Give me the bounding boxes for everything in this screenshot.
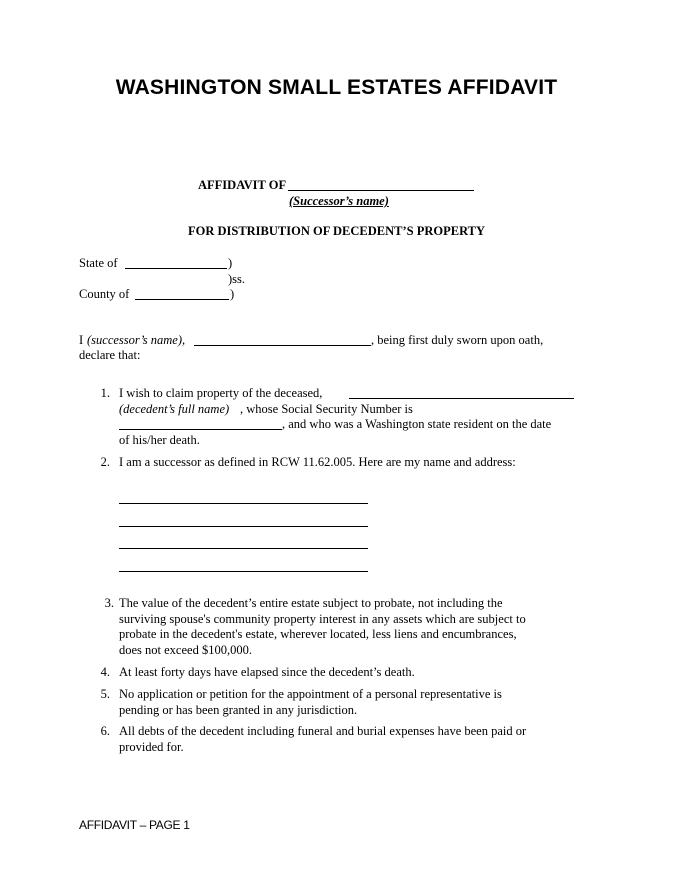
page-footer: AFFIDAVIT – PAGE 1 (79, 818, 190, 832)
address-blank-2[interactable] (119, 526, 368, 527)
state-close-paren: ) (228, 256, 233, 270)
item-6-line1: All debts of the decedent including funeral and burial expenses have been paid or (119, 724, 527, 738)
item-1-line3-rest: , and who was a Washington state resident on the date (282, 417, 552, 431)
item-3-line4: does not exceed $100,000. (119, 643, 252, 657)
item-3-line1: The value of the decedent’s entire estate subject to probate, not including the (119, 596, 503, 610)
county-of-label: County of (79, 287, 130, 301)
intro-line2: declare that: (79, 348, 141, 362)
intro-successor-blank[interactable] (194, 345, 371, 346)
document-subtitle: FOR DISTRIBUTION OF DECEDENT’S PROPERTY (187, 224, 486, 238)
item-3-number: 3. (104, 596, 114, 610)
state-blank[interactable] (125, 268, 227, 269)
item-5-line1: No application or petition for the appointment of a personal representative is (119, 687, 502, 701)
item-1-decedent-placeholder: (decedent’s full name) (119, 402, 230, 416)
intro-lead: I (79, 333, 84, 347)
item-4-number: 4. (100, 665, 110, 679)
item-2-number: 2. (100, 455, 110, 469)
item-2-text: I am a successor as defined in RCW 11.62.005. Here are my name and address: (119, 455, 516, 469)
item-1-line2-rest: , whose Social Security Number is (240, 402, 413, 416)
intro-successor-placeholder: (successor’s name), (87, 333, 186, 347)
item-4-line1: At least forty days have elapsed since the decedent’s death. (119, 665, 415, 679)
ssn-blank[interactable] (119, 429, 282, 430)
successor-name-caption: (Successor’s name) (289, 194, 389, 208)
item-3-line3: probate in the decedent's estate, wherever located, less liens and encumbrances, (119, 627, 517, 641)
item-6-number: 6. (100, 724, 110, 738)
affidavit-of-label: AFFIDAVIT OF (198, 178, 287, 192)
item-5-line2: pending or has been granted in any jurisdiction. (119, 703, 358, 717)
item-3-line2: surviving spouse's community property interest in any assets which are subject to (119, 612, 526, 626)
address-blank-3[interactable] (119, 548, 368, 549)
decedent-name-blank[interactable] (349, 398, 574, 399)
successor-name-blank[interactable] (288, 190, 474, 191)
address-blank-1[interactable] (119, 503, 368, 504)
item-1-line4: of his/her death. (119, 433, 200, 447)
item-1-number: 1. (100, 386, 110, 400)
item-6-line2: provided for. (119, 740, 184, 754)
item-1-line1: I wish to claim property of the deceased, (119, 386, 323, 400)
state-of-label: State of (79, 256, 118, 270)
intro-after-blank: , being first duly sworn upon oath, (371, 333, 544, 347)
county-close-paren: ) (230, 287, 235, 301)
county-blank[interactable] (135, 299, 229, 300)
address-blank-4[interactable] (119, 571, 368, 572)
document-title: WASHINGTON SMALL ESTATES AFFIDAVIT (115, 76, 558, 99)
item-5-number: 5. (100, 687, 110, 701)
ss-label: )ss. (228, 272, 246, 286)
